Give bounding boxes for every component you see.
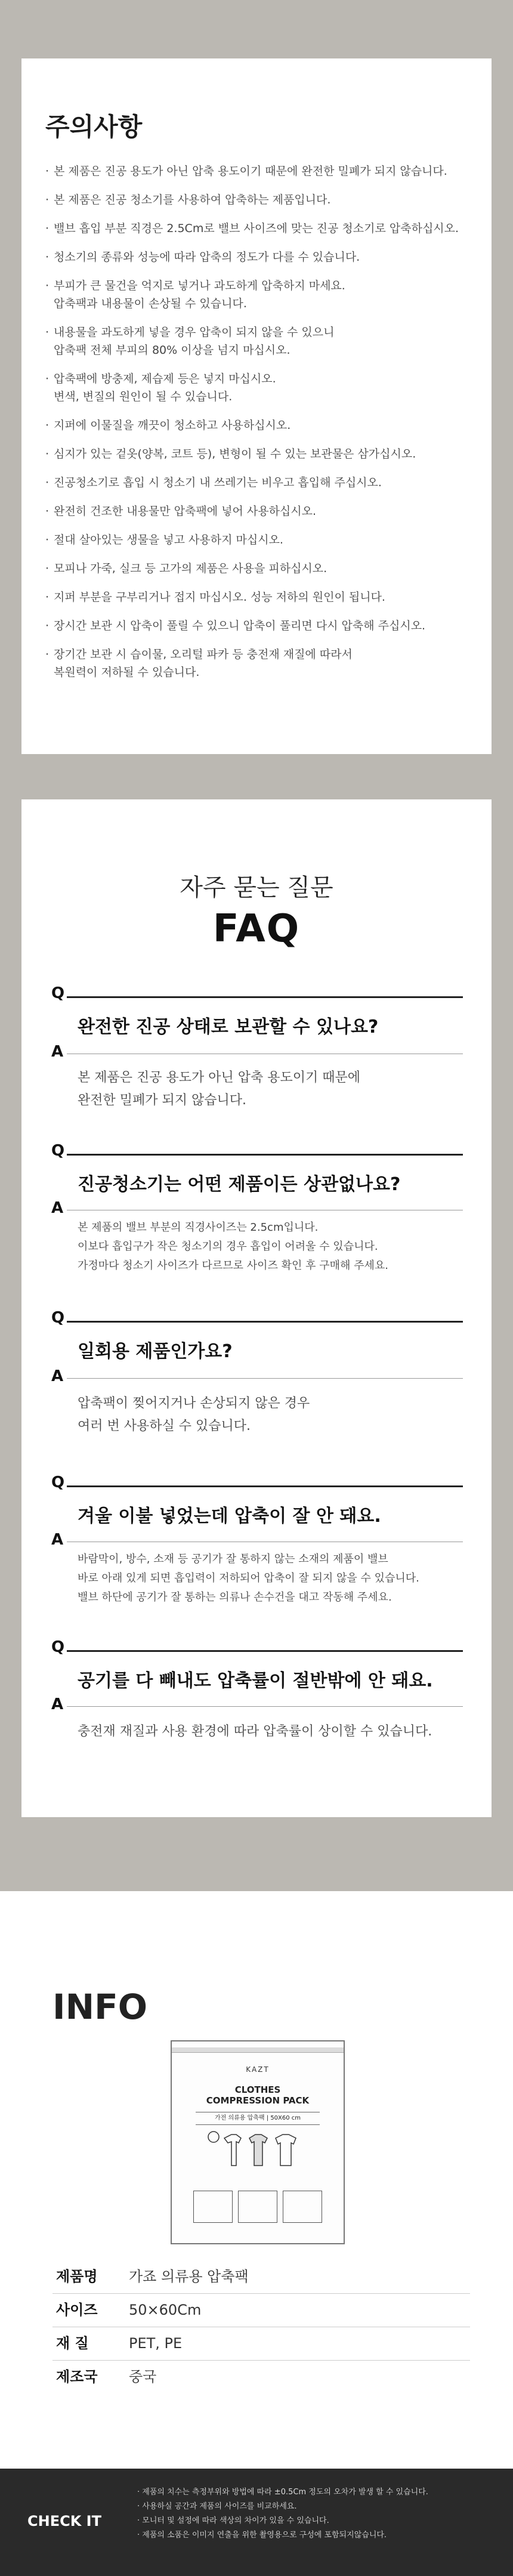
product-package-image	[171, 2040, 345, 2244]
question-label: Q	[51, 984, 65, 1002]
answer-text: 충전재 재질과 사용 환경에 따라 압축률이 상이할 수 있습니다.	[78, 1724, 432, 1739]
caution-item: · 부피가 큰 물건을 억지로 넣거나 과도하게 압축하지 마세요. 압축팩과 내용물이 손상될 수 있습니다.	[45, 277, 475, 313]
package-size-bar: 가전 의류용 압축팩 | 50X60 cm	[196, 2112, 320, 2125]
caution-item: · 청소기의 종류와 성능에 따라 압축의 정도가 다를 수 있습니다.	[45, 248, 475, 266]
caution-list	[45, 162, 475, 692]
faq-subtitle: 자주 묻는 질문	[180, 874, 333, 901]
spec-row	[52, 2360, 470, 2393]
usage-steps-illustration	[193, 2191, 322, 2224]
check-note: · 제품의 치수는 측정부위와 방법에 따라 ±0.5Cm 정도의 오차가 발생 할 수 있습니다.	[137, 2488, 428, 2497]
spec-row	[52, 2327, 470, 2361]
check-it-footer	[0, 2469, 513, 2576]
faq-item	[51, 1309, 463, 1452]
question-label: Q	[51, 1142, 65, 1160]
step-icon	[238, 2191, 277, 2223]
answer-label: A	[51, 1043, 64, 1061]
step-icon	[283, 2191, 322, 2223]
package-brand: KAZT	[246, 2065, 270, 2074]
caution-item: · 장기간 보관 시 습이물, 오리털 파카 등 충전재 재질에 따라서 복원력이 저하될 수 있습니다.	[45, 645, 475, 681]
caution-item: · 지퍼에 이물질을 깨끗이 청소하고 사용하십시오.	[45, 416, 475, 434]
spec-value: PET, PE	[129, 2335, 183, 2352]
caution-item: · 모피나 가죽, 실크 등 고가의 제품은 사용을 피하십시오.	[45, 560, 475, 577]
question-label: Q	[51, 1309, 65, 1327]
caution-item: · 장시간 보관 시 압축이 풀릴 수 있으니 압축이 풀리면 다시 압축해 주십시오.	[45, 617, 475, 635]
caution-item: · 완전히 건조한 내용물만 압축팩에 넣어 사용하십시오.	[45, 502, 475, 520]
answer-text: 본 제품의 밸브 부분의 직경사이즈는 2.5cm입니다. 이보다 흡입구가 작은 청소기의 경우 흡입이 어려울 수 있습니다. 가정마다 청소기 사이즈가 다르므로 사이즈 확인 후 구매해 주세요.	[78, 1221, 388, 1272]
caution-item: · 지퍼 부분을 구부리거나 접지 마십시오. 성능 저하의 원인이 됩니다.	[45, 588, 475, 606]
question-text: 완전한 진공 상태로 보관할 수 있나요?	[78, 1017, 379, 1037]
check-note: · 모니터 및 설정에 따라 색상의 차이가 있을 수 있습니다.	[137, 2516, 329, 2525]
spec-row	[52, 2293, 470, 2327]
faq-item	[51, 984, 463, 1128]
spec-value: 50×60Cm	[129, 2302, 202, 2318]
step-icon	[193, 2191, 233, 2223]
info-title: INFO	[52, 1987, 148, 2027]
question-divider	[67, 1650, 463, 1652]
answer-divider	[67, 1378, 463, 1379]
spec-key: 제품명	[56, 2268, 98, 2285]
caution-item: · 본 제품은 진공 청소기를 사용하여 압축하는 제품입니다.	[45, 191, 475, 209]
question-divider	[67, 1485, 463, 1487]
question-divider	[67, 1154, 463, 1156]
question-label: Q	[51, 1638, 65, 1656]
answer-label: A	[51, 1695, 64, 1713]
answer-divider	[67, 1706, 463, 1707]
caution-item: · 심지가 있는 겉옷(양복, 코트 등), 변형이 될 수 있는 보관물은 삼가십시오.	[45, 445, 475, 463]
question-text: 진공청소기는 어떤 제품이든 상관없나요?	[78, 1174, 401, 1195]
caution-item: · 절대 살아있는 생물을 넣고 사용하지 마십시오.	[45, 531, 475, 549]
answer-label: A	[51, 1531, 64, 1549]
package-title: CLOTHES COMPRESSION PACK	[206, 2084, 310, 2106]
caution-item: · 진공청소기로 흡입 시 청소기 내 쓰레기는 비우고 흡입해 주십시오.	[45, 474, 475, 492]
faq-item	[51, 1474, 463, 1629]
caution-title: 주의사항	[45, 112, 143, 141]
spec-value: 가죠 의류용 압축팩	[129, 2268, 249, 2285]
check-it-notes	[137, 2485, 495, 2543]
check-note: · 사용하실 공간과 제품의 사이즈를 비교하세요.	[137, 2502, 297, 2511]
answer-label: A	[51, 1199, 64, 1217]
answer-text: 바람막이, 방수, 소재 등 공기가 잘 통하지 않는 소재의 제품이 밸브 바로 아래 있게 되면 흡입력이 저하되어 압축이 잘 되지 않을 수 있습니다. 밸브 하단에 공기가 잘 통하는 의류나 손수건을 대고 작동해 주세요.	[78, 1553, 419, 1604]
question-divider	[67, 996, 463, 998]
check-it-label: CHECK IT	[27, 2513, 101, 2529]
clothes-illustration	[206, 2130, 308, 2172]
answer-label: A	[51, 1367, 64, 1385]
faq-item	[51, 1638, 463, 1769]
caution-item: · 내용물을 과도하게 넣을 경우 압축이 되지 않을 수 있으니 압축팩 전체 부피의 80% 이상을 넘지 마십시오.	[45, 323, 475, 359]
check-note: · 제품의 소품은 이미지 연출을 위한 촬영용으로 구성에 포함되지않습니다.	[137, 2531, 387, 2540]
spec-row	[52, 2260, 470, 2294]
faq-title: FAQ	[212, 907, 301, 951]
spec-key: 제조국	[56, 2368, 98, 2385]
spec-key: 재 질	[56, 2335, 89, 2352]
zipper-strip	[172, 2047, 344, 2053]
question-label: Q	[51, 1474, 65, 1491]
question-text: 겨울 이불 넣었는데 압축이 잘 안 돼요.	[78, 1506, 381, 1527]
question-text: 공기를 다 빼내도 압축률이 절반밖에 안 돼요.	[78, 1670, 433, 1691]
spec-value: 중국	[129, 2368, 157, 2385]
question-divider	[67, 1321, 463, 1323]
answer-text: 본 제품은 진공 용도가 아닌 압축 용도이기 때문에 완전한 밀폐가 되지 않습니다.	[78, 1070, 360, 1108]
answer-text: 압축팩이 찢어지거나 손상되지 않은 경우 여러 번 사용하실 수 있습니다.	[78, 1396, 310, 1434]
spec-key: 사이즈	[56, 2302, 98, 2318]
question-text: 일회용 제품인가요?	[78, 1341, 233, 1362]
caution-item: · 밸브 흡입 부분 직경은 2.5Cm로 밸브 사이즈에 맞는 진공 청소기로 압축하십시오.	[45, 220, 475, 237]
caution-item: · 본 제품은 진공 용도가 아닌 압축 용도이기 때문에 완전한 밀폐가 되지 않습니다.	[45, 162, 475, 180]
faq-item	[51, 1142, 463, 1297]
caution-item: · 압축팩에 방충제, 제습제 등은 넣지 마십시오. 변색, 변질의 원인이 될 수 있습니다.	[45, 370, 475, 406]
